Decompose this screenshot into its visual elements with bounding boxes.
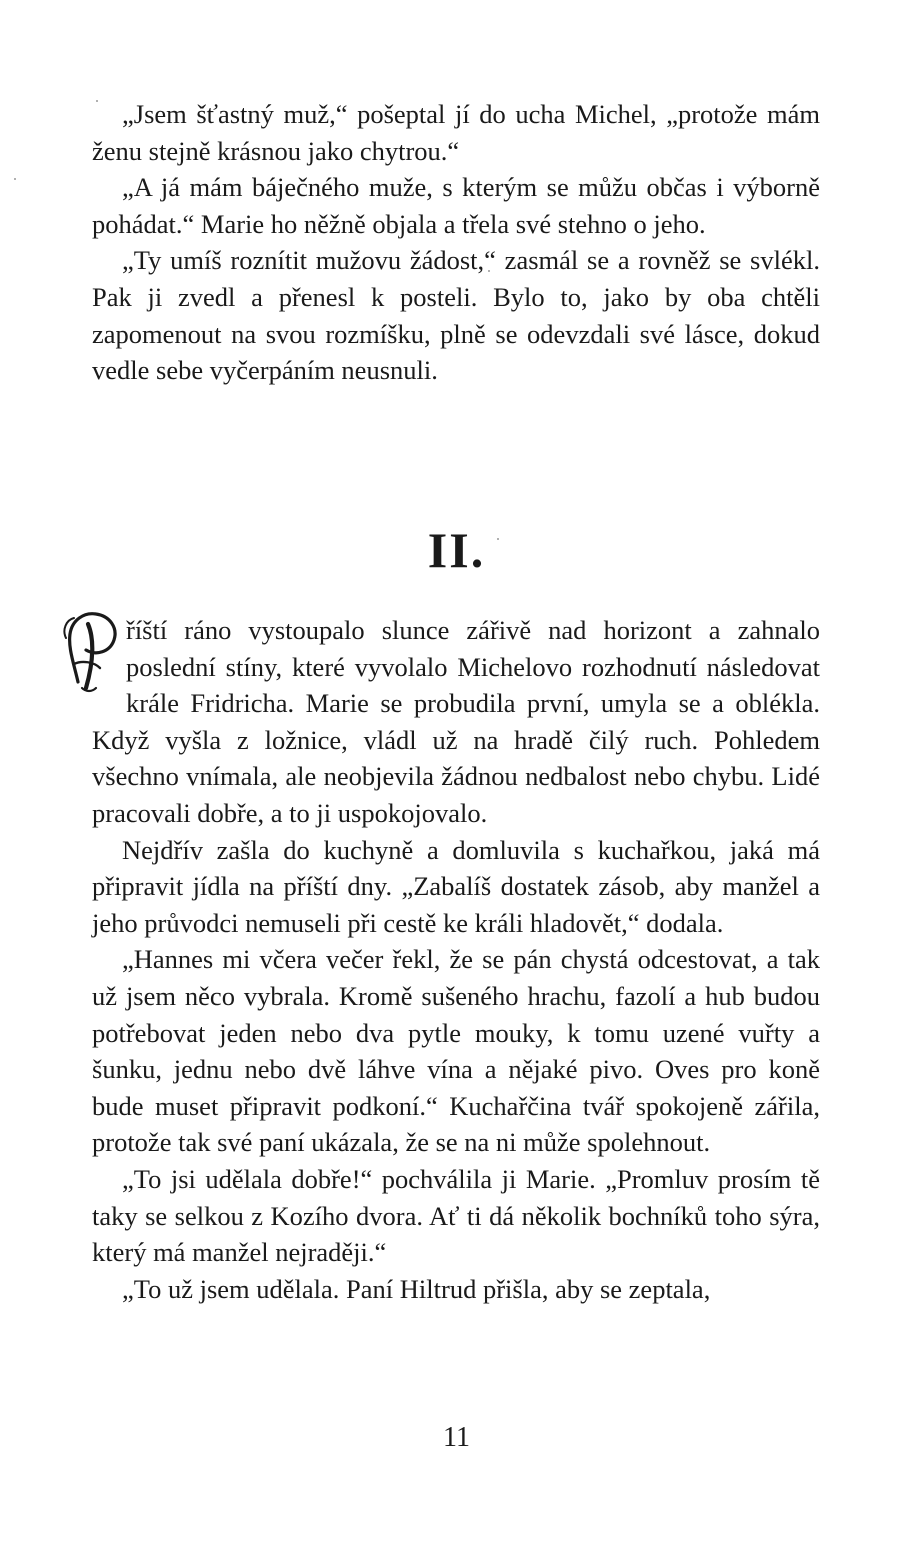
drop-cap <box>62 614 120 686</box>
paragraph: „To už jsem udělala. Paní Hiltrud přišla, aby se zeptala, <box>122 1273 711 1304</box>
top-text-section <box>92 96 820 389</box>
paragraph: „Hannes mi včera večer řekl, že se pán chystá odcestovat, a tak už jsem něco vybrala. Kromě sušeného hrachu, fazolí a hub budou potřebovat jeden nebo dva pytle mouky, k tomu uzené vuřty a šunku, jednu nebo dvě láhve vína a nějaké pivo. Oves pro koně bude muset připravit podkoní.“ Kuchařčina tvář spokojeně zářila, protože tak své paní ukázala, že se na ni může spolehnout. <box>92 944 820 1158</box>
paragraph: „A já mám báječného muže, s kterým se můžu občas i výborně pohádat.“ Marie ho něžně objala a třela své stehno o jeho. <box>92 172 820 239</box>
opening-paragraph <box>92 612 820 832</box>
main-text-section <box>92 612 820 1307</box>
paragraph: Nejdřív zašla do kuchyně a domluvila s kuchařkou, jaká má připravit jídla na příští dny. „Zabalíš dostatek zásob, aby manžel a jeho průvodci nemuseli při cestě ke králi hladovět,“ dodala. <box>92 834 820 938</box>
page-number: 11 <box>443 1422 470 1453</box>
paper-speck <box>14 178 16 180</box>
paragraph: „Jsem šťastný muž,“ pošeptal jí do ucha Michel, „protože mám ženu stejně krásnou jako chytrou.“ <box>92 99 820 166</box>
opening-paragraph-text: říští ráno vystoupalo slunce zářivě nad horizont a zahnalo poslední stíny, které vyvolalo Michelovo rozhodnutí následovat krále Fridricha. Marie se probudila první, umyla se a oblékla. Když vyšla z ložnice, vládl už na hradě čilý ruch. Pohledem všechno vnímala, ale neobjevila žádnou nedbalost nebo chybu. Lidé pracovali dobře, a to ji uspokojovalo. <box>92 615 820 828</box>
paragraph: „Ty umíš roznítit mužovu žádost,“ zasmál se a rovněž se svlékl. Pak ji zvedl a přenesl k posteli. Bylo to, jako by oba chtěli zapomenout na svou rozmíšku, plně se odevzdali své lásce, dokud vedle sebe vyčerpáním neusnuli. <box>92 245 820 386</box>
paragraph: „To jsi udělala dobře!“ pochválila ji Marie. „Promluv prosím tě taky se selkou z Kozího dvora. Ať ti dá několik bochníků toho sýra, který má manžel nejraději.“ <box>92 1163 820 1268</box>
chapter-title: II. <box>427 522 486 578</box>
